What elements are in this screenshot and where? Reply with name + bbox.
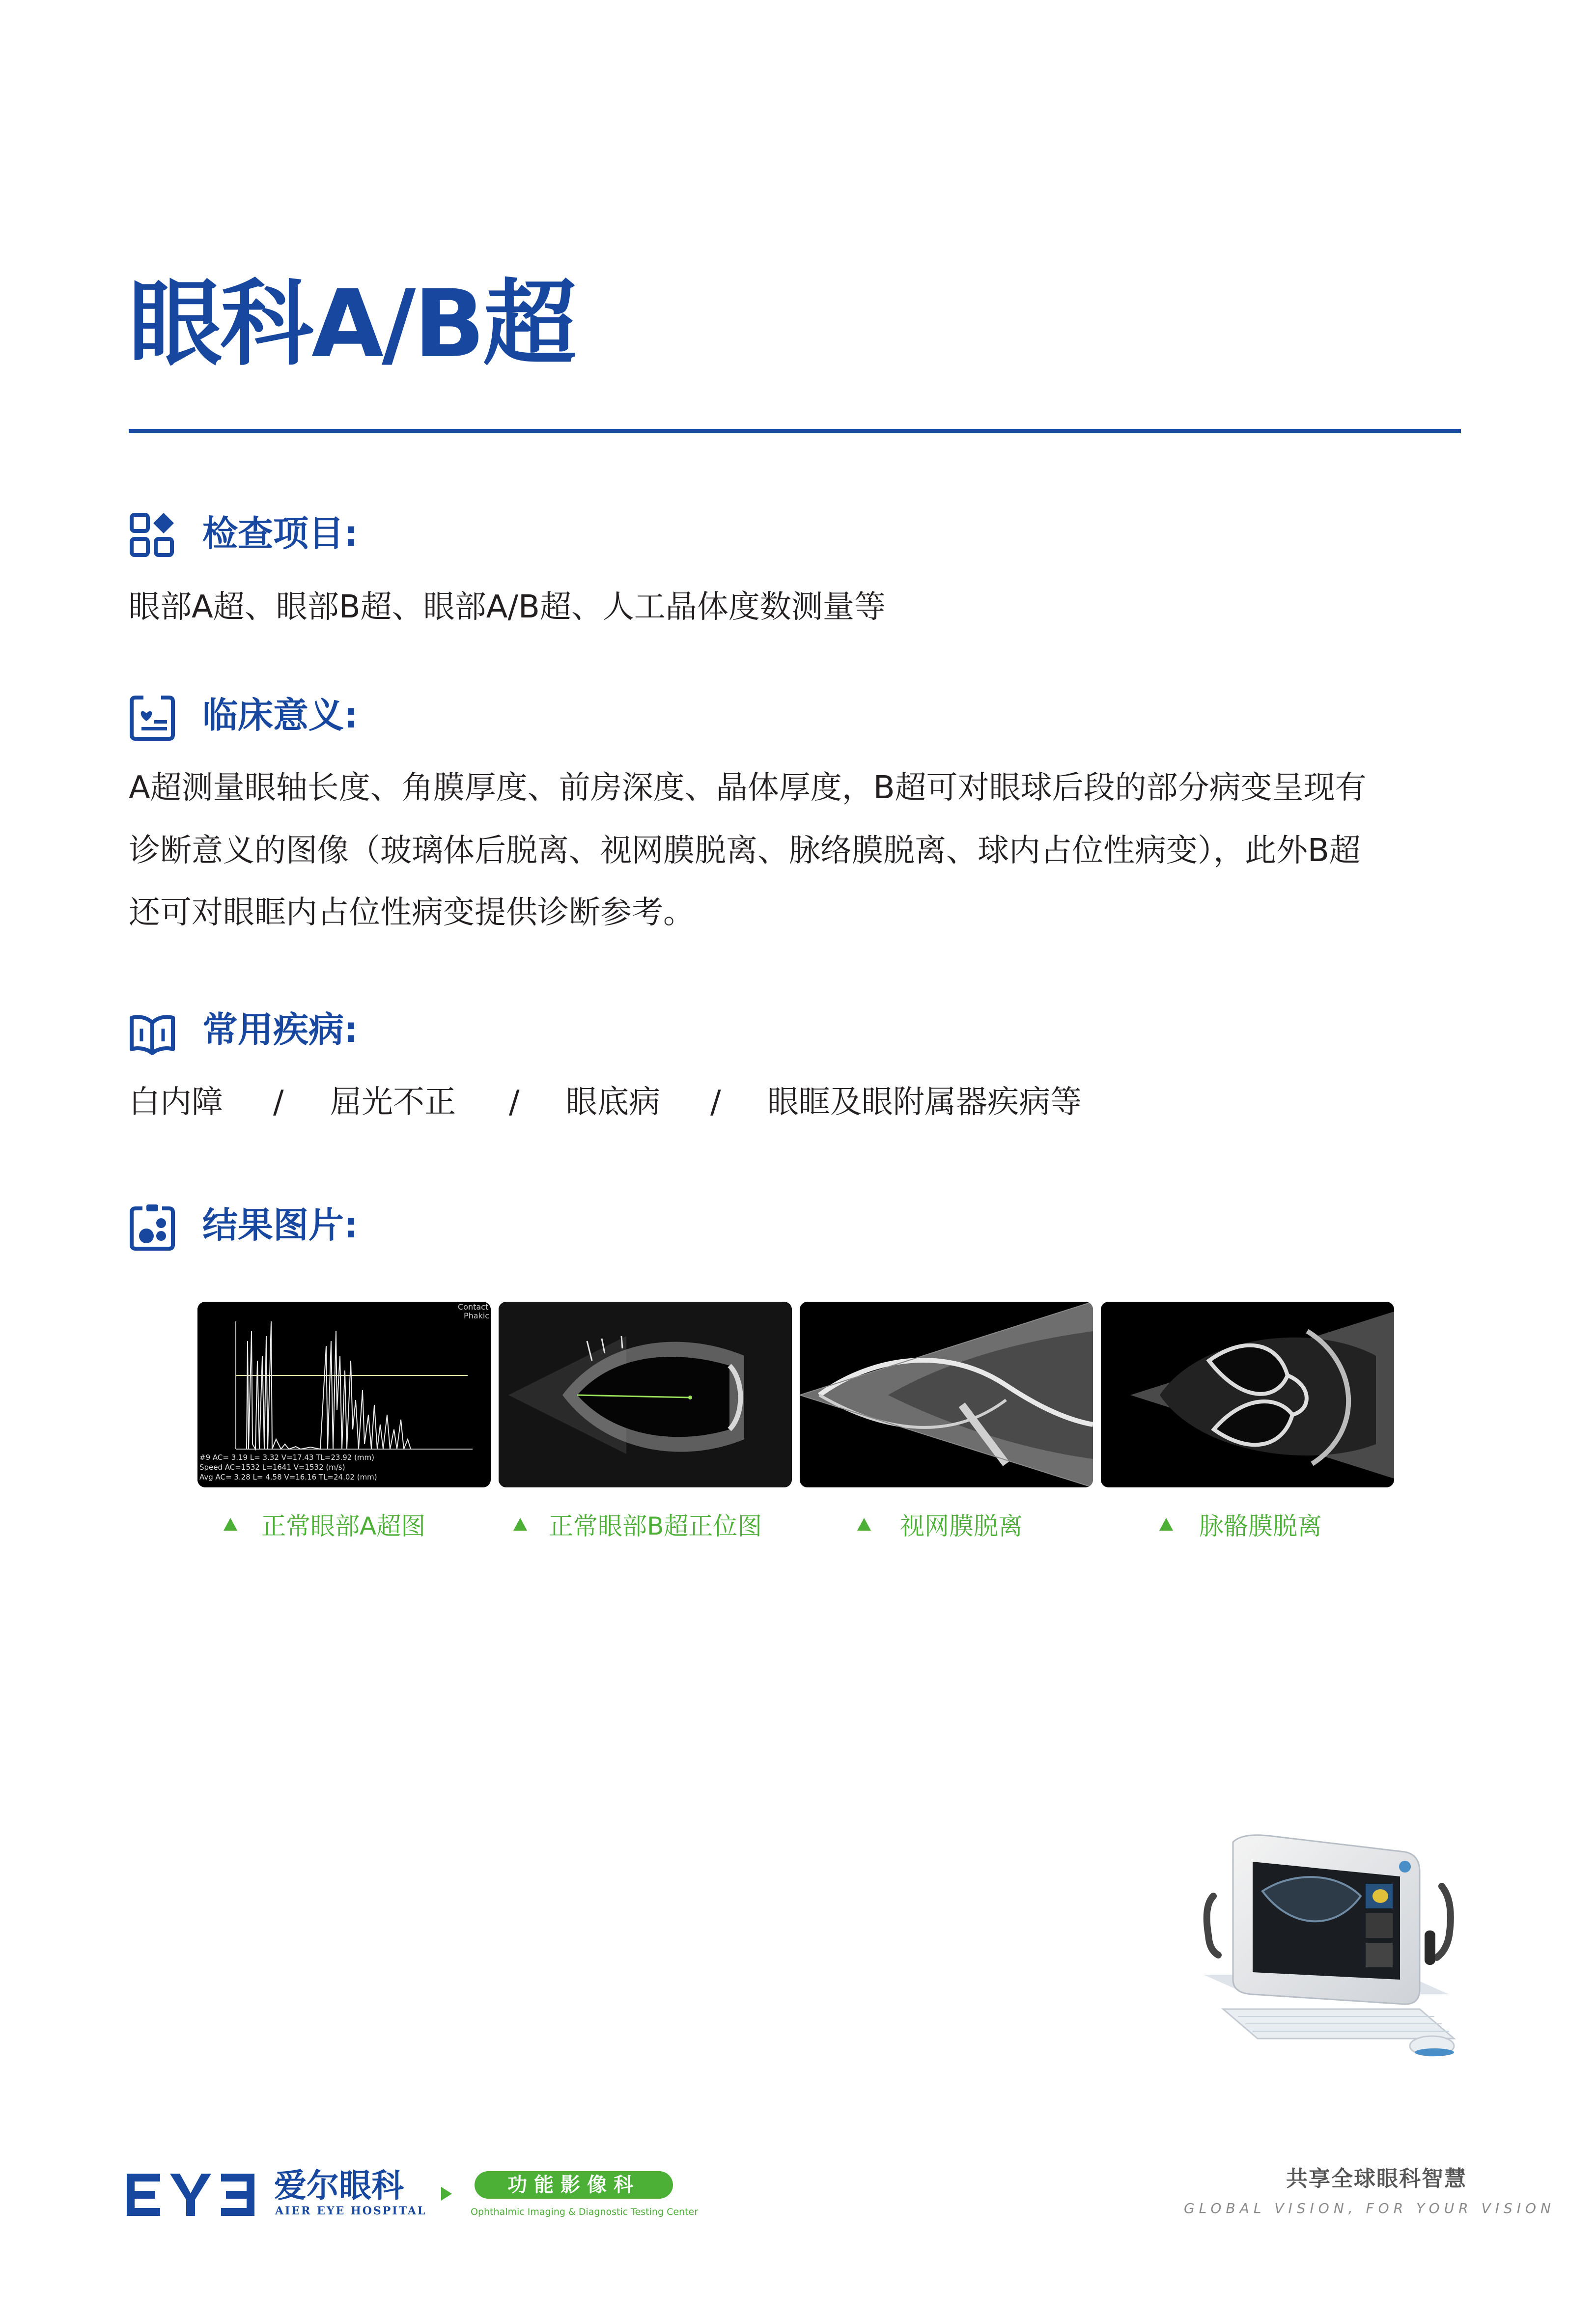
logo-text: EYE: [127, 2171, 128, 2172]
result-caption: 脉骼膜脱离: [1199, 1512, 1322, 1540]
result-caption: 视网膜脱离: [900, 1512, 1023, 1540]
department-badge: 功能影像科: [475, 2171, 673, 2199]
disease-item: 眼眶及眼附属器疾病等: [767, 1084, 1082, 1120]
result-caption: 正常眼部B超正位图: [549, 1512, 762, 1540]
a-scan-readout: Speed AC=1532 L=1641 V=1532 (m/s): [199, 1463, 345, 1472]
section-heading-items: 检查项目:: [202, 513, 358, 554]
disease-item: 屈光不正: [330, 1084, 456, 1120]
title-divider: [129, 429, 1461, 433]
eye-logo: [127, 2171, 259, 2218]
slogan-cn: 共享全球眼科智慧: [1286, 2166, 1467, 2191]
grid-icon: [129, 512, 176, 559]
open-book-icon: [129, 1009, 176, 1056]
significance-line-3: 还可对眼眶内占位性病变提供诊断参考。: [129, 895, 695, 931]
triangle-up-icon: [1159, 1518, 1173, 1531]
disease-separator: /: [509, 1084, 520, 1120]
a-scan-corner-label: Contact: [458, 1302, 489, 1312]
items-text: 眼部A超、眼部B超、眼部A/B超、人工晶体度数测量等: [129, 589, 886, 625]
section-heading-results: 结果图片:: [202, 1204, 358, 1246]
hospital-name-cn: 爱尔眼科: [274, 2166, 404, 2205]
result-caption: 正常眼部A超图: [261, 1512, 426, 1540]
ultrasound-device-image: [1174, 1832, 1469, 2088]
a-scan-corner-label: Phakic: [464, 1311, 490, 1320]
triangle-up-icon: [857, 1518, 871, 1531]
clipboard-heart-icon: [129, 694, 176, 741]
disease-separator: /: [273, 1084, 284, 1120]
section-heading-significance: 临床意义:: [202, 695, 358, 736]
b-scan-normal-image: [499, 1302, 792, 1487]
triangle-up-icon: [224, 1518, 237, 1531]
a-scan-readout: #9 AC= 3.19 L= 3.32 V=17.43 TL=23.92 (mm): [199, 1453, 374, 1462]
hospital-name-en: AIER EYE HOSPITAL: [275, 2205, 427, 2217]
retinal-detachment-image: [800, 1302, 1093, 1487]
a-scan-image: [197, 1302, 491, 1487]
clipboard-image-icon: [129, 1203, 176, 1251]
choroidal-detachment-image: [1101, 1302, 1394, 1487]
disease-item: 白内障: [129, 1084, 223, 1120]
significance-line-1: A超测量眼轴长度、角膜厚度、前房深度、晶体厚度，B超可对眼球后段的部分病变呈现有: [129, 770, 1367, 806]
significance-line-2: 诊断意义的图像（玻璃体后脱离、视网膜脱离、脉络膜脱离、球内占位性病变），此外B超: [129, 833, 1361, 869]
slogan-en: GLOBAL VISION, FOR YOUR VISION: [1184, 2200, 1555, 2216]
triangle-up-icon: [513, 1518, 527, 1531]
disease-item: 眼底病: [566, 1084, 660, 1120]
a-scan-readout: Avg AC= 3.28 L= 4.58 V=16.16 TL=24.02 (mm): [199, 1473, 377, 1482]
play-arrow-icon: [441, 2187, 452, 2201]
section-heading-diseases: 常用疾病:: [202, 1009, 358, 1050]
disease-separator: /: [710, 1084, 721, 1120]
department-name-en: Ophthalmic Imaging & Diagnostic Testing Center: [471, 2207, 699, 2217]
page-title: 眼科A/B超: [129, 270, 575, 378]
